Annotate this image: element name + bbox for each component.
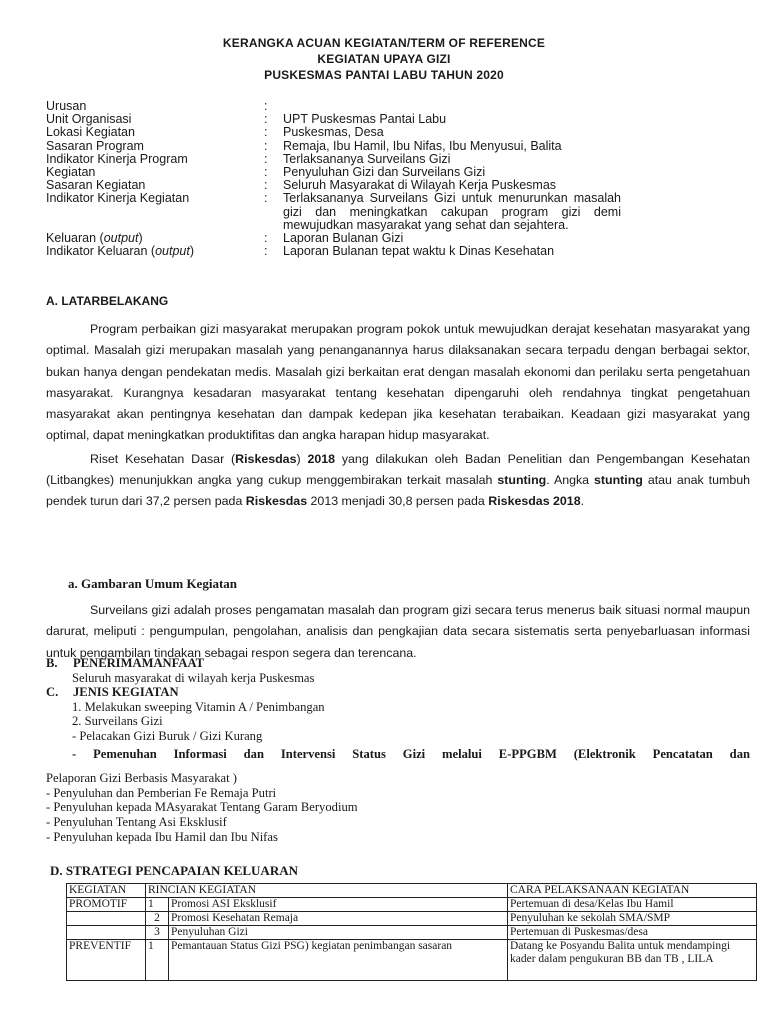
- paragraph: Program perbaikan gizi masyarakat merupakan program pokok untuk mewujudkan derajat kesehatan masyarakat yang optimal. Masalah gizi merupakan masalah yang penanganannya harus dilaksanakan secara terpadu dengan berbagai sektor, bukan hanya dengan pendekatan medis. Masalah gizi berkaitan erat dengan masalah ekonomi dan perilaku serta pengetahuan masyarakat. Kurangnya kesadaran masyarakat tentang kesehatan dipengaruhi oleh rendahnya tingkat pengetahuan masyarakat akan pentingnya kesehatan dan dampak kedepan jika kesehatan terabaikan. Keadaan gizi masyarakat yang optimal, dapat meningkatkan produktifitas dan angka harapan hidup masyarakat.: [46, 322, 750, 443]
- identity-row-keluaran: Keluaran (output) : Laporan Bulanan Gizi: [46, 231, 404, 246]
- identity-row: Sasaran Kegiatan : Seluruh Masyarakat di Wilayah Kerja Puskesmas: [46, 178, 557, 193]
- identity-row: Urusan :: [46, 99, 268, 113]
- identity-row: Lokasi Kegiatan : Puskesmas, Desa: [46, 125, 384, 140]
- doc-subtitle: KEGIATAN UPAYA GIZI: [317, 52, 451, 66]
- list-item: - Penyuluhan kepada MAsyarakat Tentang Garam Beryodium: [46, 800, 358, 815]
- section-b-text: Seluruh masyarakat di wilayah kerja Puskesmas: [72, 670, 315, 685]
- table-row: PREVENTIF 1 Pemantauan Status Gizi PSG) kegiatan penimbangan sasaran Datang ke Posyandu Balita untuk mendampingi kader dalam pengukuran BB dan TB , LILA: [67, 940, 757, 981]
- column-header: RINCIAN KEGIATAN: [146, 884, 508, 898]
- list-item: - Penyuluhan Tentang Asi Eksklusif: [46, 814, 227, 829]
- column-header: CARA PELAKSANAAN KEGIATAN: [508, 884, 757, 898]
- section-a-body: [46, 319, 750, 513]
- identity-row-indikator-keluaran: Indikator Keluaran (output) : Laporan Bulanan tepat waktu k Dinas Kesehatan: [46, 244, 555, 259]
- column-header: KEGIATAN: [67, 884, 146, 898]
- list-item: - Pemenuhan Informasi dan Intervensi Status Gizi melalui E-PPGBM (Elektronik Pencatatan dan: [72, 746, 750, 761]
- identity-row: Kegiatan : Penyuluhan Gizi dan Surveilans Gizi: [46, 165, 486, 180]
- identity-table: [46, 100, 683, 258]
- list-item: - Pelacakan Gizi Buruk / Gizi Kurang: [72, 728, 263, 743]
- doc-subtitle-2: PUSKESMAS PANTAI LABU TAHUN 2020: [264, 68, 504, 82]
- subsection-a-body: [46, 600, 750, 664]
- section-d-heading: D. STRATEGI PENCAPAIAN KELUARAN: [50, 863, 298, 878]
- strategy-table: [66, 883, 757, 981]
- table-row: 2 Promosi Kesehatan Remaja Penyuluhan ke sekolah SMA/SMP: [67, 912, 757, 926]
- section-b-c: [46, 656, 750, 844]
- section-c-heading: C. JENIS KEGIATAN: [46, 685, 179, 700]
- list-item: - Penyuluhan kepada Ibu Hamil dan Ibu Nifas: [46, 829, 278, 844]
- section-a-heading: A. LATARBELAKANG: [46, 294, 169, 308]
- identity-row: Indikator Kinerja Program : Terlaksananya Surveilans Gizi: [46, 151, 451, 166]
- table-row: 3 Penyuluhan Gizi Pertemuan di Puskesmas/desa: [67, 926, 757, 940]
- paragraph: Riset Kesehatan Dasar (Riskesdas) 2018 yang dilakukan oleh Badan Penelitian dan Pengembangan Kesehatan (Litbangkes) menunjukkan angka yang cukup menggembirakan terkait masalah stunting. Angka stunting atau anak tumbuh pendek turun dari 37,2 persen pada Riskesdas 2013 menjadi 30,8 persen pada Riskesdas 2018.: [46, 451, 751, 509]
- section-b-heading: B. PENERIMAMANFAAT: [46, 656, 205, 670]
- list-item: - Penyuluhan dan Pemberian Fe Remaja Putri: [46, 785, 277, 800]
- paragraph: Surveilans gizi adalah proses pengamatan masalah dan program gizi secara terus menerus baik situasi normal maupun darurat, meliputi : pengumpulan, pengolahan, analisis dan pengkajian data secara sistematis serta penyebarluasan informasi untuk pengambilan tindakan sebagai respon segera dan terencana.: [46, 603, 750, 660]
- identity-row: Unit Organisasi : UPT Puskesmas Pantai Labu: [46, 112, 447, 127]
- list-item: 1. Melakukan sweeping Vitamin A / Penimbangan: [72, 699, 325, 714]
- identity-row: Indikator Kinerja Kegiatan : Terlaksananya Surveilans Gizi untuk menurunkan masalah gizi dan meningkatkan cakupan program gizi demi mewujudkan masyarakat yang sehat dan sejahtera.: [46, 191, 621, 232]
- subsection-a-heading: a. Gambaran Umum Kegiatan: [68, 576, 237, 591]
- table-header-row: [67, 884, 757, 898]
- doc-title: KERANGKA ACUAN KEGIATAN/TERM OF REFERENCE: [222, 36, 546, 50]
- table-row: PROMOTIF 1 Promosi ASI Eksklusif Pertemuan di desa/Kelas Ibu Hamil: [67, 898, 757, 912]
- list-item-continued: Pelaporan Gizi Berbasis Masyarakat ): [46, 771, 237, 786]
- list-item: 2. Surveilans Gizi: [72, 714, 163, 729]
- identity-row: Sasaran Program : Remaja, Ibu Hamil, Ibu Nifas, Ibu Menyusui, Balita: [46, 138, 562, 153]
